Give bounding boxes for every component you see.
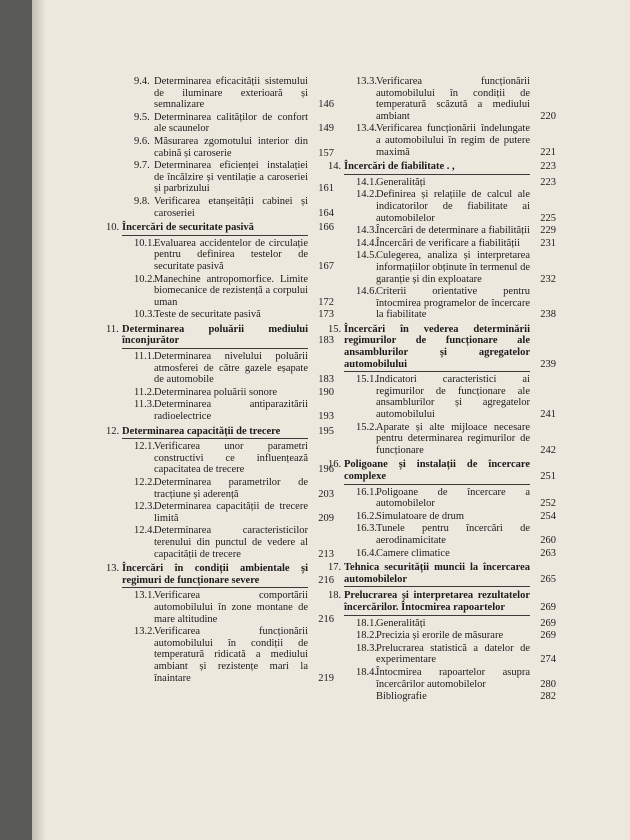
toc-entry-title: Poligoane de încercare a automobilelor: [376, 486, 530, 510]
toc-entry-number: 13.2.: [134, 626, 155, 638]
toc-entry-title: Încercări de verificare a fiabilității: [376, 237, 520, 249]
page-fold-shadow: [32, 0, 46, 840]
toc-entry-title: Poligoane și instalații de încercare complexe: [344, 459, 530, 482]
toc-entry-title: Prelucrarea și interpretarea rezultatelor încercărilor. Întocmirea rapoartelor: [344, 590, 530, 613]
toc-entry-title: Încercări în condiții ambientale și regimuri de funcționare severe: [122, 563, 308, 586]
toc-section-entry: [328, 487, 556, 510]
toc-entry-title: Manechine antropomorfice. Limite biomecanice de rezistență a corpului uman: [154, 273, 308, 308]
toc-entry-title: Verificarea etanșeității cabinei și caroseriei: [154, 195, 308, 219]
toc-entry-title: Determinarea nivelului poluării atmosferei de către gazele eșapate de automobile: [154, 351, 308, 386]
toc-entry-number: 9.4.: [134, 76, 150, 87]
toc-entry-page-number: 209: [318, 512, 334, 524]
toc-entry-number: 10.: [106, 222, 120, 234]
toc-section-entry: [106, 441, 334, 476]
toc-entry-title: Verificarea comportării automobilului în zone montane de mare altitudine: [154, 590, 308, 625]
toc-entry-number: 12.2.: [134, 477, 155, 488]
toc-entry-number: 15.: [328, 323, 342, 335]
toc-entry-page-number: 172: [318, 296, 334, 308]
toc-chapter-entry: [106, 563, 334, 586]
toc-entry-title: Determinarea poluării sonore: [154, 386, 278, 398]
toc-chapter-entry: [328, 562, 556, 585]
chapter-underline-rule: [344, 484, 530, 485]
toc-section-entry: [106, 76, 334, 111]
toc-entry-page-number: 167: [318, 260, 334, 272]
toc-entry-page-number: 220: [540, 110, 556, 122]
toc-entry-page-number: 223: [540, 176, 556, 188]
toc-entry-page-number: 241: [540, 409, 556, 421]
chapter-underline-rule: [344, 174, 530, 175]
toc-entry-number: 14.3.: [356, 225, 377, 237]
toc-entry-number: 9.7.: [134, 160, 150, 172]
toc-entry-number: 16.1.: [356, 486, 377, 498]
toc-section-entry: [106, 309, 334, 321]
toc-entry-number: 11.: [106, 323, 119, 335]
toc-entry-number: 11.1.: [134, 351, 155, 363]
chapter-underline-rule: [344, 371, 530, 372]
toc-section-entry: [106, 274, 334, 309]
toc-section-entry: [106, 626, 334, 684]
toc-entry-number: 15.1.: [356, 374, 377, 386]
toc-entry-page-number: 173: [318, 309, 334, 321]
toc-section-entry: [328, 189, 556, 224]
toc-entry-page-number: 231: [540, 237, 556, 249]
toc-section-entry: [106, 387, 334, 399]
toc-section-entry: [328, 691, 556, 703]
toc-section-entry: [106, 238, 334, 273]
toc-section-entry: [328, 123, 556, 158]
toc-entry-number: 14.4.: [356, 237, 377, 249]
toc-section-entry: [106, 525, 334, 560]
toc-section-entry: [328, 618, 556, 630]
toc-chapter-entry: [106, 324, 334, 347]
toc-section-entry: [328, 250, 556, 285]
toc-entry-number: 14.6.: [356, 286, 377, 298]
toc-entry-page-number: 221: [540, 146, 556, 158]
toc-entry-title: Teste de securitate pasivă: [154, 309, 261, 321]
toc-right-column: [328, 76, 556, 704]
toc-entry-number: 12.: [106, 425, 120, 437]
toc-entry-number: 16.2.: [356, 510, 377, 522]
toc-entry-number: 18.4.: [356, 666, 377, 678]
toc-section-entry: [106, 477, 334, 500]
toc-entry-number: 14.5.: [356, 250, 377, 262]
toc-entry-number: 13.: [106, 563, 120, 575]
toc-entry-title: Camere climatice: [376, 547, 450, 559]
toc-chapter-entry: [328, 324, 556, 370]
toc-section-entry: [328, 374, 556, 420]
toc-entry-number: 16.4.: [356, 547, 377, 559]
toc-section-entry: [328, 523, 556, 546]
toc-section-entry: [328, 511, 556, 523]
toc-entry-title: Determinarea poluării mediului înconjurător: [122, 323, 308, 347]
book-page: [32, 0, 630, 840]
toc-chapter-entry: [328, 459, 556, 482]
toc-entry-page-number: 242: [540, 444, 556, 456]
toc-section-entry: [106, 501, 334, 524]
toc-entry-title: Prelucrarea statistică a datelor de experimentare: [376, 642, 530, 666]
toc-entry-title: Precizia și erorile de măsurare: [376, 630, 504, 642]
toc-entry-page-number: 238: [540, 309, 556, 321]
toc-section-entry: [106, 590, 334, 625]
toc-entry-title: Determinarea eficacității sistemului de iluminare exterioară și semnalizare: [154, 76, 308, 111]
toc-entry-number: 15.2.: [356, 421, 377, 433]
toc-entry-page-number: 193: [318, 411, 334, 423]
toc-entry-page-number: 269: [540, 617, 556, 629]
toc-entry-page-number: 161: [318, 183, 334, 195]
toc-entry-page-number: 216: [318, 574, 334, 586]
toc-section-entry: [328, 667, 556, 690]
toc-entry-title: Generalități: [376, 176, 426, 188]
toc-entry-title: Verificarea funcționării automobilului în condiții de temperatură scăzută a mediului ambiant: [376, 76, 530, 122]
toc-entry-page-number: 166: [318, 222, 334, 234]
toc-entry-title: Simulatoare de drum: [376, 510, 465, 522]
toc-entry-page-number: 282: [540, 691, 556, 703]
toc-entry-page-number: 252: [540, 498, 556, 510]
toc-entry-number: 11.2.: [134, 386, 155, 398]
toc-entry-number: 12.3.: [134, 501, 155, 513]
toc-entry-page-number: 164: [318, 207, 334, 219]
toc-entry-page-number: 223: [540, 161, 556, 173]
toc-entry-page-number: 229: [540, 225, 556, 237]
toc-entry-number: 9.6.: [134, 135, 150, 147]
toc-entry-number: 13.4.: [356, 123, 377, 135]
toc-entry-title: Criterii orientative pentru întocmirea programelor de încercare la fiabilitate: [376, 286, 530, 321]
toc-entry-page-number: 260: [540, 534, 556, 546]
toc-section-entry: [328, 76, 556, 122]
toc-section-entry: [106, 112, 334, 135]
toc-left-column: [106, 76, 334, 685]
toc-entry-title: Determinarea caracteristicilor terenului din punctul de vedere al capacității de trecere: [154, 525, 308, 560]
toc-entry-number: 10.3.: [134, 309, 155, 321]
chapter-underline-rule: [122, 348, 308, 349]
toc-entry-number: 10.1.: [134, 237, 155, 249]
toc-entry-page-number: 274: [540, 654, 556, 666]
toc-entry-page-number: 183: [318, 374, 334, 386]
toc-entry-number: 18.1.: [356, 617, 377, 629]
toc-entry-page-number: 269: [540, 601, 556, 613]
toc-section-entry: [328, 422, 556, 457]
toc-entry-page-number: 219: [318, 672, 334, 684]
toc-section-entry: [328, 630, 556, 642]
toc-entry-page-number: 146: [318, 99, 334, 111]
toc-entry-page-number: 216: [318, 613, 334, 625]
toc-entry-page-number: 203: [318, 488, 334, 500]
toc-entry-page-number: 157: [318, 147, 334, 159]
toc-section-entry: [328, 286, 556, 321]
toc-entry-number: 13.3.: [356, 76, 377, 87]
toc-entry-page-number: 239: [540, 358, 556, 370]
toc-entry-number: 14.1.: [356, 176, 377, 188]
toc-section-entry: [328, 238, 556, 250]
chapter-underline-rule: [344, 615, 530, 616]
toc-section-entry: [328, 643, 556, 666]
toc-section-entry: [328, 548, 556, 560]
toc-entry-number: 11.3.: [134, 399, 155, 411]
toc-section-entry: [106, 136, 334, 159]
toc-entry-title: Determinarea capacității de trecere: [122, 425, 281, 437]
toc-entry-title: Generalități: [376, 617, 426, 629]
toc-entry-page-number: 269: [540, 630, 556, 642]
toc-entry-number: 9.5.: [134, 111, 150, 123]
toc-entry-title: Întocmirea rapoartelor asupra încercărilor automobilelor: [376, 666, 530, 690]
toc-entry-page-number: 254: [540, 510, 556, 522]
toc-entry-page-number: 251: [540, 471, 556, 482]
toc-entry-title: Indicatori caracteristici ai regimurilor de funcționare ale ansamblurilor și agregatelor automobilului: [376, 374, 530, 421]
toc-chapter-entry: [106, 222, 334, 234]
toc-entry-title: Evaluarea accidentelor de circulație pentru definirea testelor de securitate pasivă: [154, 237, 308, 272]
toc-entry-number: 18.: [328, 590, 342, 602]
toc-entry-title: Aparate și alte mijloace necesare pentru determinarea regimurilor de funcționare: [376, 421, 530, 456]
toc-entry-title: Încercări în vederea determinării regimurilor de funcționare ale ansamblurilor și agregatelor automobilului: [344, 323, 530, 370]
toc-entry-page-number: 232: [540, 273, 556, 285]
toc-entry-number: 16.3.: [356, 523, 377, 535]
toc-entry-page-number: 213: [318, 548, 334, 560]
toc-entry-title: Verificarea unor parametri constructivi ce influențează capacitatea de trecere: [154, 441, 308, 476]
toc-entry-page-number: 225: [540, 212, 556, 224]
toc-entry-title: Determinarea antiparazitării radioelectrice: [154, 399, 308, 423]
toc-entry-title: Determinarea parametrilor de tracțiune și aderență: [154, 477, 308, 500]
toc-entry-title: Determinarea eficienței instalației de încălzire și ventilație a caroseriei și parbrizului: [154, 160, 308, 195]
toc-entry-page-number: 149: [318, 123, 334, 135]
toc-entry-page-number: 280: [540, 678, 556, 690]
toc-entry-page-number: 196: [318, 464, 334, 476]
toc-section-entry: [106, 160, 334, 195]
chapter-underline-rule: [344, 586, 530, 587]
toc-entry-number: 18.3.: [356, 642, 377, 654]
chapter-underline-rule: [122, 587, 308, 588]
toc-section-entry: [106, 399, 334, 422]
chapter-underline-rule: [122, 235, 308, 236]
toc-entry-title: Tunele pentru încercări de aerodinamicitate: [376, 523, 530, 546]
toc-entry-page-number: 190: [318, 386, 334, 398]
toc-entry-title: Măsurarea zgomotului interior din cabină și caroserie: [154, 135, 308, 159]
toc-entry-number: 9.8.: [134, 195, 150, 207]
toc-entry-number: 12.4.: [134, 525, 155, 537]
toc-entry-number: 16.: [328, 459, 342, 471]
toc-section-entry: [328, 177, 556, 189]
toc-entry-title: Definirea și relațiile de calcul ale indicatorilor de fiabilitate ai automobilelor: [376, 189, 530, 224]
toc-entry-page-number: 263: [540, 547, 556, 559]
toc-entry-number: 13.1.: [134, 590, 155, 602]
toc-entry-title: Verificarea funcționării automobilului în condiții de temperatură ridicată a mediului ambiant și rezistențe mari la înaintare: [154, 626, 308, 684]
toc-section-entry: [106, 196, 334, 219]
toc-entry-number: 14.: [328, 161, 342, 173]
toc-entry-title: Încercări de securitate pasivă: [122, 222, 254, 234]
toc-entry-title: Încercări de fiabilitate . ,: [344, 161, 455, 173]
toc-entry-number: 17.: [328, 562, 342, 574]
toc-entry-page-number: 195: [318, 425, 334, 437]
toc-entry-page-number: 265: [540, 573, 556, 585]
toc-entry-number: 10.2.: [134, 273, 155, 285]
toc-entry-title: Tehnica securității muncii la încercarea automobilelor: [344, 562, 530, 585]
toc-entry-title: Bibliografie: [376, 691, 427, 703]
chapter-underline-rule: [122, 438, 308, 439]
toc-entry-title: Culegerea, analiza și interpretarea informațiilor obținute în termenul de garanție și din exploatare: [376, 250, 530, 285]
toc-entry-number: 18.2.: [356, 630, 377, 642]
toc-chapter-entry: [106, 426, 334, 438]
toc-entry-number: 14.2.: [356, 189, 377, 201]
toc-entry-page-number: 183: [318, 335, 334, 347]
toc-entry-title: Determinarea calităților de confort ale scaunelor: [154, 111, 308, 135]
toc-entry-title: Încercări de determinare a fiabilității: [376, 225, 530, 237]
toc-chapter-entry: [328, 161, 556, 173]
toc-section-entry: [106, 351, 334, 386]
toc-chapter-entry: [328, 590, 556, 613]
toc-section-entry: [328, 225, 556, 237]
toc-entry-title: Verificarea funcționării îndelungate a automobilului în regim de putere maximă: [376, 123, 530, 158]
toc-entry-title: Determinarea capacității de trecere limită: [154, 501, 308, 524]
toc-entry-number: 12.1.: [134, 441, 155, 453]
